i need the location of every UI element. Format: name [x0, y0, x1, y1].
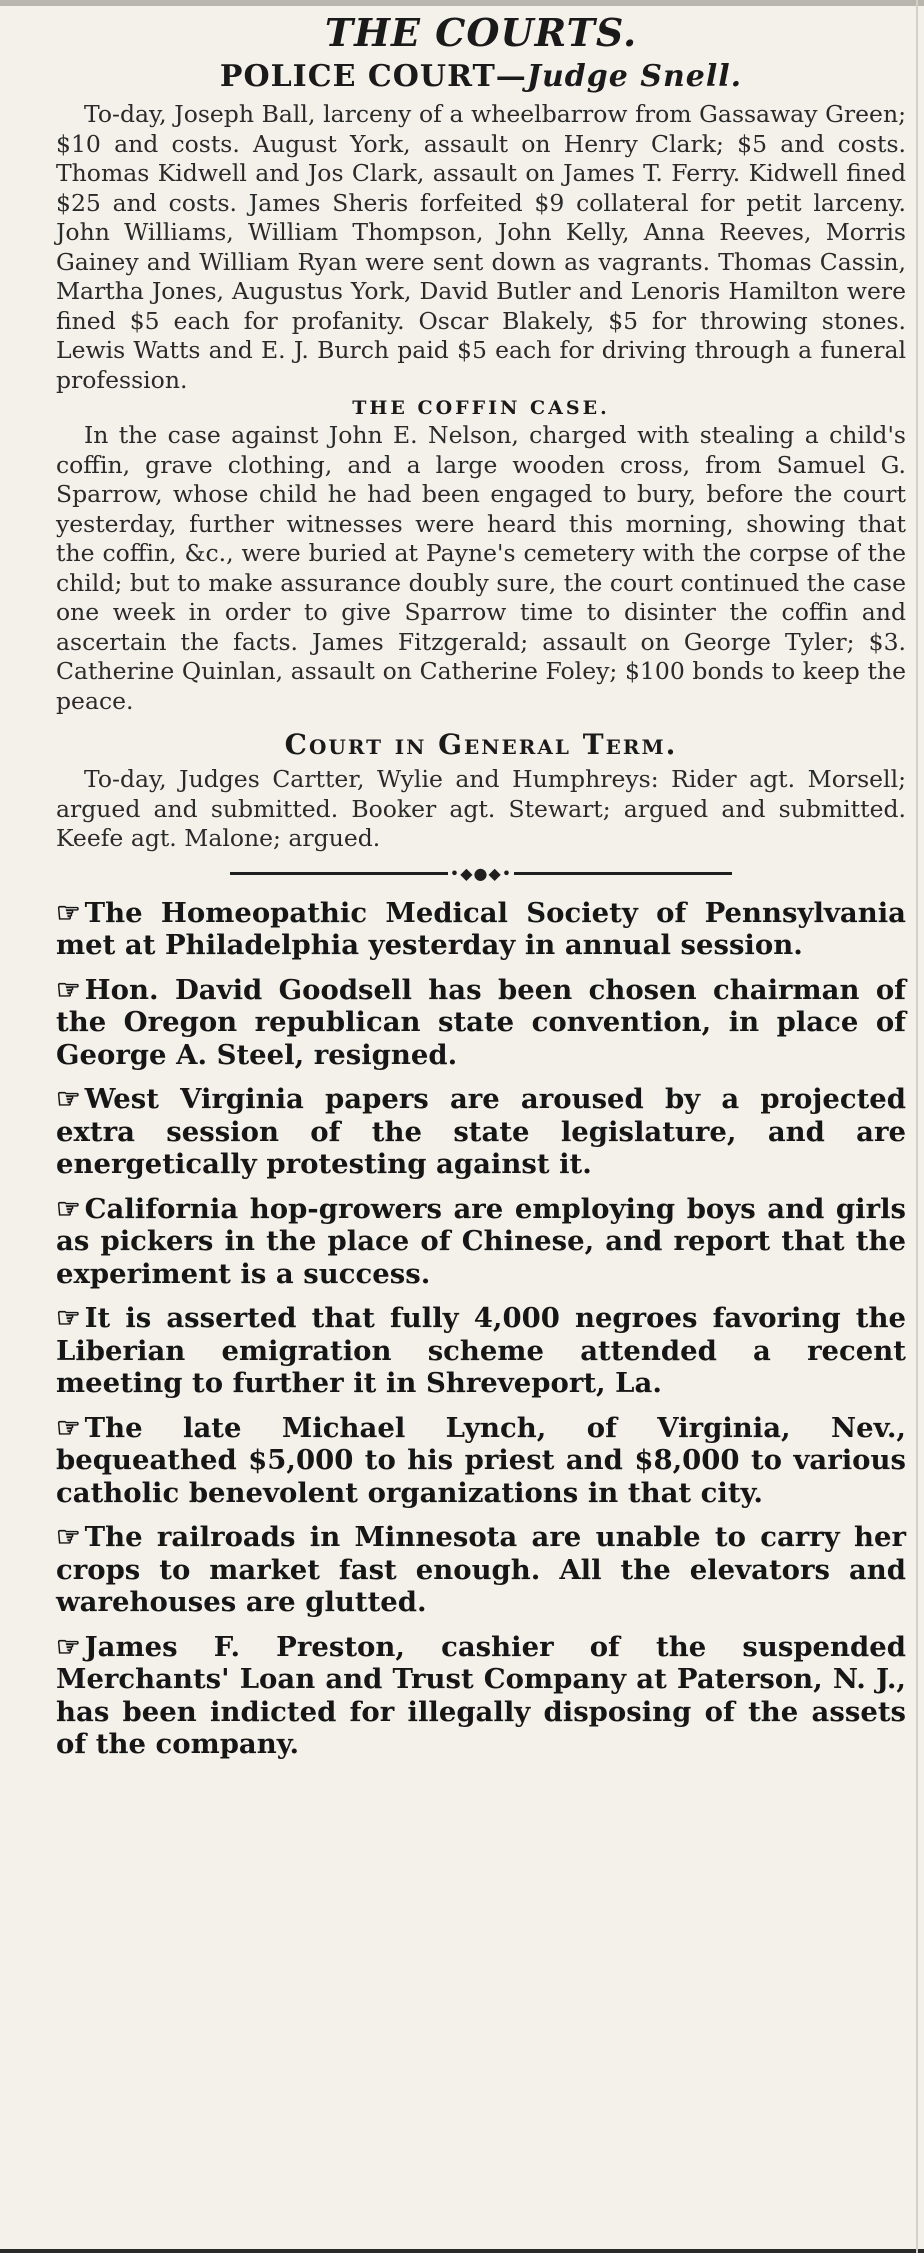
news-item	[56, 1521, 906, 1619]
pointing-hand-icon: ☞	[56, 1411, 81, 1444]
divider-line-right	[514, 872, 732, 875]
news-item-text: The railroads in Minnesota are unable to carry her crops to market fast enough. All the elevators and warehouses are glutted.	[56, 1521, 906, 1618]
pointing-hand-icon: ☞	[56, 1302, 81, 1334]
pointing-hand-icon: ☞	[56, 896, 81, 929]
news-item-text: West Virginia papers are aroused by a projected extra session of the state legislature, and are energetically protesting against it.	[56, 1083, 906, 1180]
news-item-text: It is asserted that fully 4,000 negroes favoring the Liberian emigration scheme attended a recent meeting to further it in Shreveport, La.	[56, 1302, 906, 1399]
news-item	[56, 897, 906, 962]
police-court-title: POLICE COURT—	[219, 59, 527, 94]
coffin-case-heading: THE COFFIN CASE.	[352, 397, 610, 419]
coffin-case-paragraph: In the case against John E. Nelson, charged with stealing a child's coffin, grave clothing, and a large wooden cross, from Samuel G. Sparrow, whose child he had been engaged to bury, before the court yesterday, further witnesses were heard this morning, showing that the coffin, &c., were buried at Payne's cemetery with the corpse of the child; but to make assurance doubly sure, the court continued the case one week in order to give Sparrow time to disinter the coffin and ascertain the facts. James Fitzgerald; assault on George Tyler; $3. Catherine Quinlan, assault on Catherine Foley; $100 bonds to keep the peace.	[56, 421, 906, 715]
ornamental-divider	[56, 864, 906, 883]
police-court-paragraph: To-day, Joseph Ball, larceny of a wheelbarrow from Gassaway Green; $10 and costs. August York, assault on Henry Clark; $5 and costs. Thomas Kidwell and Jos Clark, assault on James T. Ferry. Kidwell fined $25 and costs. James Sheris forfeited $9 collateral for petit larceny. John Williams, William Thompson, John Kelly, Anna Reeves, Morris Gainey and William Ryan were sent down as vagrants. Thomas Cassin, Martha Jones, Augustus York, David Butler and Lenoris Hamilton were fined $5 each for profanity. Oscar Blakely, $5 for throwing stones. Lewis Watts and E. J. Burch paid $5 each for driving through a funeral profession.	[56, 100, 906, 394]
news-item	[56, 1083, 906, 1181]
pointing-hand-icon: ☞	[56, 1192, 81, 1225]
news-item	[56, 1412, 906, 1510]
divider-line-left	[230, 872, 448, 875]
police-court-judge: Judge Snell.	[526, 59, 743, 94]
top-rule	[0, 0, 924, 6]
news-item	[56, 1302, 906, 1400]
news-item	[56, 1631, 906, 1761]
section-title: THE COURTS.	[324, 10, 638, 55]
news-item	[56, 974, 906, 1072]
news-item	[56, 1193, 906, 1291]
news-item-text: The Homeopathic Medical Society of Pennsylvania met at Philadelphia yesterday in annual session.	[56, 896, 906, 961]
pointing-hand-icon: ☞	[56, 1521, 81, 1553]
divider-ornament: •◆●◆•	[449, 863, 513, 883]
bottom-rule	[0, 2249, 924, 2253]
pointing-hand-icon: ☞	[56, 1630, 81, 1663]
police-court-heading	[56, 59, 906, 94]
pointing-hand-icon: ☞	[56, 1083, 81, 1115]
news-item-text: James F. Preston, cashier of the suspended Merchants' Loan and Trust Company at Paterson, N. J., has been indicted for illegally disposing of the assets of the company.	[56, 1630, 906, 1760]
news-items-list	[56, 897, 906, 1761]
general-term-heading: Court in General Term.	[284, 728, 678, 761]
news-item-text: Hon. David Goodsell has been chosen chairman of the Oregon republican state convention, in place of George A. Steel, resigned.	[56, 973, 906, 1071]
pointing-hand-icon: ☞	[56, 973, 81, 1006]
news-item-text: California hop-growers are employing boys and girls as pickers in the place of Chinese, and report that the experiment is a success.	[56, 1192, 906, 1290]
general-term-paragraph: To-day, Judges Cartter, Wylie and Humphreys: Rider agt. Morsell; argued and submitted. Booker agt. Stewart; argued and submitted. Keefe agt. Malone; argued.	[56, 765, 906, 852]
news-item-text: The late Michael Lynch, of Virginia, Nev., bequeathed $5,000 to his priest and $8,000 to various catholic benevolent organizations in that city.	[56, 1411, 906, 1509]
